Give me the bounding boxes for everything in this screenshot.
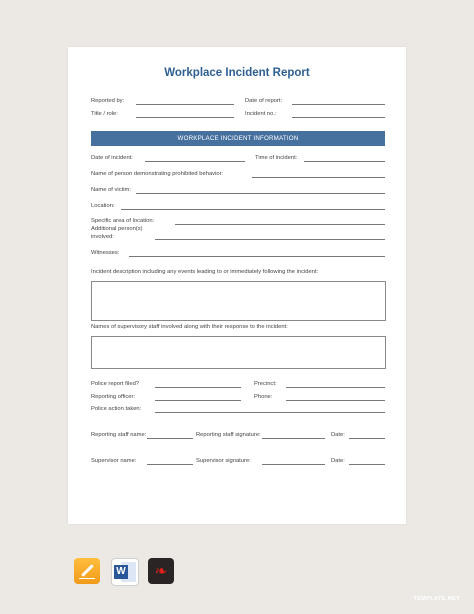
reporting-staff-signature-field[interactable] [262,438,325,439]
supervisor-signature-label: Supervisor signature: [196,458,251,464]
date-of-report-label: Date of report: [245,98,283,104]
reporting-officer-field[interactable] [155,400,241,401]
location-label: Location: [91,203,115,209]
word-icon[interactable] [111,558,139,586]
victim-field[interactable] [136,193,385,194]
precinct-label: Precinct: [254,381,277,387]
specific-area-label: Specific area of location: [91,218,155,224]
date-of-incident-label: Date of incident: [91,155,133,161]
police-action-field[interactable] [155,412,385,413]
pen-glyph [81,564,94,577]
brand-watermark: TEMPLATE.NET [413,596,460,602]
location-field[interactable] [121,209,385,210]
reported-by-label: Reported by: [91,98,125,104]
supervisory-staff-box[interactable] [91,336,386,369]
title-role-field[interactable] [136,117,234,118]
victim-label: Name of victim: [91,187,131,193]
incident-description-label: Incident description including any events leading to or immediately following the incident: [91,269,319,275]
reporting-staff-signature-label: Reporting staff signature: [196,432,261,438]
incident-no-field[interactable] [292,117,385,118]
supervisor-name-field[interactable] [147,464,193,465]
person-demonstrating-field[interactable] [252,177,385,178]
date-of-report-field[interactable] [292,104,385,105]
phone-label: Phone: [254,394,273,400]
supervisor-name-label: Supervisor name: [91,458,137,464]
pages-icon[interactable] [74,558,100,584]
acrobat-glyph: ❧ [154,562,168,580]
date-label-1: Date: [331,432,345,438]
section-header: WORKPLACE INCIDENT INFORMATION [91,131,385,146]
precinct-field[interactable] [286,387,385,388]
additional-persons-label-2: involved: [91,234,114,240]
police-action-label: Police action taken: [91,406,142,412]
supervisor-signature-field[interactable] [262,464,325,465]
word-letter: W [114,565,128,579]
witnesses-label: Witnesses: [91,250,120,256]
police-report-field[interactable] [155,387,241,388]
pdf-icon[interactable] [148,558,174,584]
time-of-incident-field[interactable] [304,161,385,162]
reported-by-field[interactable] [136,104,234,105]
phone-field[interactable] [286,400,385,401]
page-title: Workplace Incident Report [164,67,310,79]
incident-no-label: Incident no.: [245,111,277,117]
reporting-officer-label: Reporting officer: [91,394,136,400]
pen-base-glyph [79,578,95,580]
reporting-staff-name-label: Reporting staff name: [91,432,147,438]
document-page [68,47,406,524]
title-role-label: Title / role: [91,111,118,117]
additional-persons-label-1: Additional person(s) [91,226,143,232]
specific-area-field[interactable] [175,224,385,225]
witnesses-field[interactable] [129,256,385,257]
date-label-2: Date: [331,458,345,464]
reporting-staff-name-field[interactable] [147,438,193,439]
person-demonstrating-label: Name of person demonstrating prohibited behavior: [91,171,224,177]
supervisory-staff-label: Names of supervisory staff involved along with their response to the incident: [91,324,288,330]
incident-description-box[interactable] [91,281,386,321]
date-of-incident-field[interactable] [145,161,245,162]
additional-persons-field[interactable] [155,239,385,240]
date-field-2[interactable] [349,464,385,465]
date-field-1[interactable] [349,438,385,439]
police-report-label: Police report filed? [91,381,140,387]
time-of-incident-label: Time of incident: [255,155,298,161]
